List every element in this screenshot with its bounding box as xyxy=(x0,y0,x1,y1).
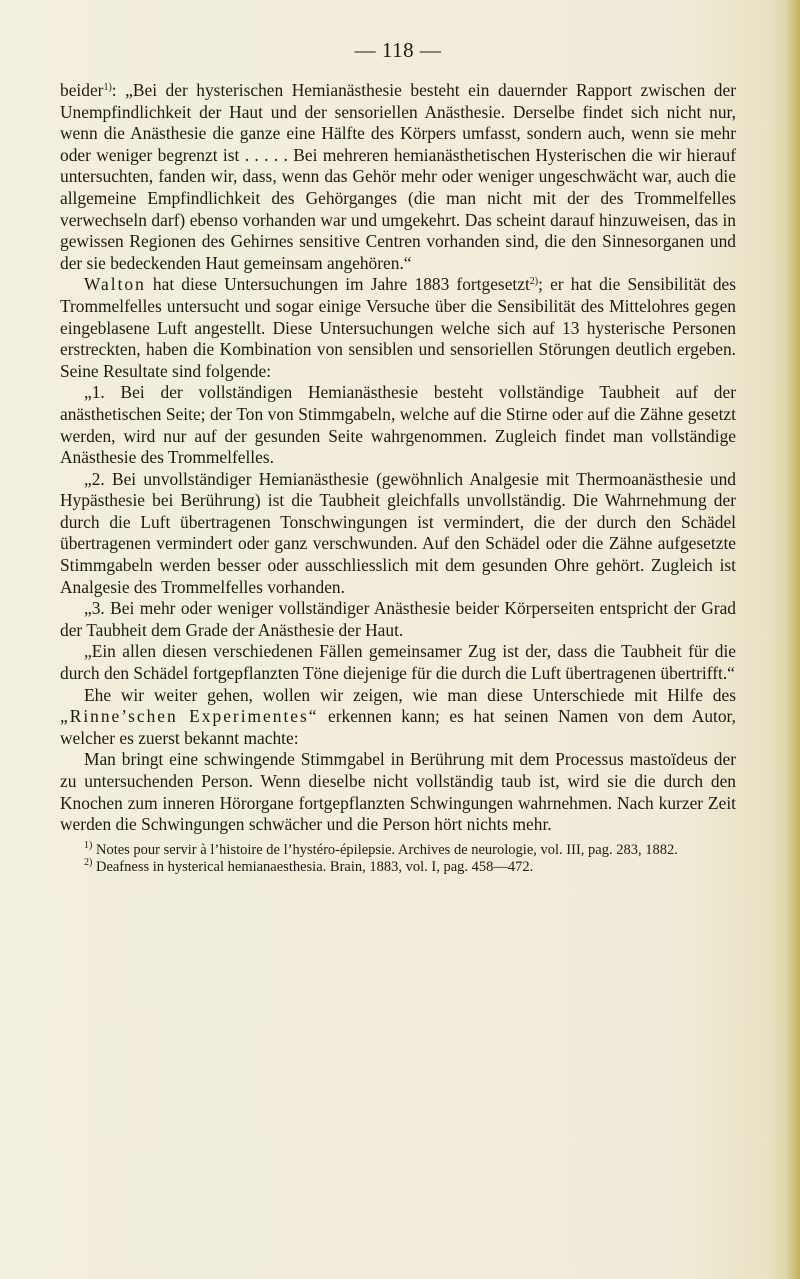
text-run: : „Bei der hysterischen Hemianästhesie besteht ein dauernder Rapport zwischen der Unempfindlichkeit der Haut und der sensoriellen Anästhesie. Derselbe findet sich nicht nur, wenn die Anästhesie die ganze eine Hälfte des Körpers umfasst, sondern auch, wenn sie mehr oder weniger begrenzt ist . . . . . Bei mehreren hemianästhetischen Hysterischen die wir hierauf untersuchten, fanden wir, dass, wenn das Gehör mehr oder weniger ungeschwächt war, auch die allgemeine Empfindlichkeit des Gehörganges (die man nicht mit der des Trommelfelles verwechseln darf) ebenso vorhanden war und umgekehrt. Das scheint darauf hinzuweisen, das in gewissen Regionen des Gehirnes sensitive Centren vorhanden sind, die den Sinnesorganen und der sie bedeckenden Haut gemeinsam angehören.“ xyxy=(60,80,736,273)
paragraph xyxy=(60,274,736,382)
paragraph xyxy=(60,598,736,641)
text-run: Ehe wir weiter gehen, wollen wir zeigen, wie man diese Unterschiede mit Hilfe des xyxy=(84,684,736,705)
paragraph xyxy=(60,641,736,684)
footnote-marker: 1) xyxy=(103,82,112,93)
paragraph xyxy=(60,382,736,468)
paragraph xyxy=(60,469,736,599)
spaced-emphasis: „Rinne’schen Experimentes“ xyxy=(60,706,319,727)
spaced-emphasis: Walton xyxy=(84,274,146,295)
text-run: ; er hat die Sensibilität des Trommelfelles untersucht und sogar einige Versuche über die Sensibilität des Mittelohres gegen eingeblasene Luft angestellt. Diese Untersuchungen welche sich auf 13 hysterische Personen erstreckten, haben die Kombination von sensiblen und sensoriellen Störungen deutlich ergeben. Seine Resultate sind folgende: xyxy=(60,274,736,381)
page-number: — 118 — xyxy=(354,38,442,62)
footnote-marker: 2) xyxy=(529,276,539,288)
text-run: „2. Bei unvollständiger Hemianästhesie (gewöhnlich Analgesie mit Thermoanästhesie und Hypästhesie bei Berührung) ist die Taubheit gleichfalls unvollständig. Die Wahrnehmung der durch die Luft übertragenen Tonschwingungen ist vermindert, die der durch den Schädel übertragenen vermindert oder ganz verschwunden. Auf den Schädel oder die Zähne aufgesetzte Stimmgabeln werden besser oder ausschliesslich mit dem gesunden Ohre gehört. Zugleich ist Analgesie des Trommelfelles vorhanden. xyxy=(60,468,736,597)
text-run: Deafness in hysterical hemianaesthesia. Brain, 1883, vol. I, pag. 458—472. xyxy=(92,859,534,876)
page-content xyxy=(60,32,736,877)
text-run: beider xyxy=(60,80,104,100)
page-edge xyxy=(786,0,800,1279)
footnote-marker: 2) xyxy=(84,857,93,869)
text-run: „1. Bei der vollständigen Hemianästhesie besteht vollständige Taubheit auf der anästhetischen Seite; der Ton von Stimmgabeln, welche auf die Stirne oder auf die Zähne gesetzt werden, wird nur auf der gesunden Seite wahrgenommen. Zugleich findet man vollständige Anästhesie des Trommelfelles. xyxy=(60,382,736,468)
footnote-marker: 1) xyxy=(84,839,93,851)
body-text xyxy=(60,80,736,836)
text-run: „3. Bei mehr oder weniger vollständiger Anästhesie beider Körperseiten entspricht der Grad der Taubheit dem Grade der Anästhesie der Haut. xyxy=(60,598,736,640)
text-run: Man bringt eine schwingende Stimmgabel in Berührung mit dem Processus mastoïdeus der zu untersuchenden Person. Wenn dieselbe nicht vollständig taub ist, wird sie die durch den Knochen zum inneren Hörorgane fortgepflanzten Schwingungen wahrnehmen. Nach kurzer Zeit werden die Schwingungen schwächer und die Person hört nichts mehr. xyxy=(60,749,736,835)
footnote xyxy=(60,839,736,860)
text-run: hat diese Untersuchungen im Jahre 1883 fortgesetzt xyxy=(145,274,530,295)
paragraph xyxy=(60,80,736,274)
text-run: „Ein allen diesen verschiedenen Fällen gemeinsamer Zug ist der, dass die Taubheit für die durch den Schädel fortgepflanzten Töne diejenige für die durch die Luft übertragenen übertrifft.“ xyxy=(60,641,736,684)
text-run: erkennen kann; es hat seinen Namen von dem Autor, welcher es zuerst bekannt machte: xyxy=(60,706,736,748)
text-run: Notes pour servir à l’histoire de l’hystéro-épilepsie. Archives de neurologie, vol. III, pag. 283, 1882. xyxy=(92,841,678,858)
footnotes xyxy=(60,839,736,877)
paragraph xyxy=(60,685,736,750)
footnote xyxy=(60,859,736,877)
paragraph xyxy=(60,749,736,835)
